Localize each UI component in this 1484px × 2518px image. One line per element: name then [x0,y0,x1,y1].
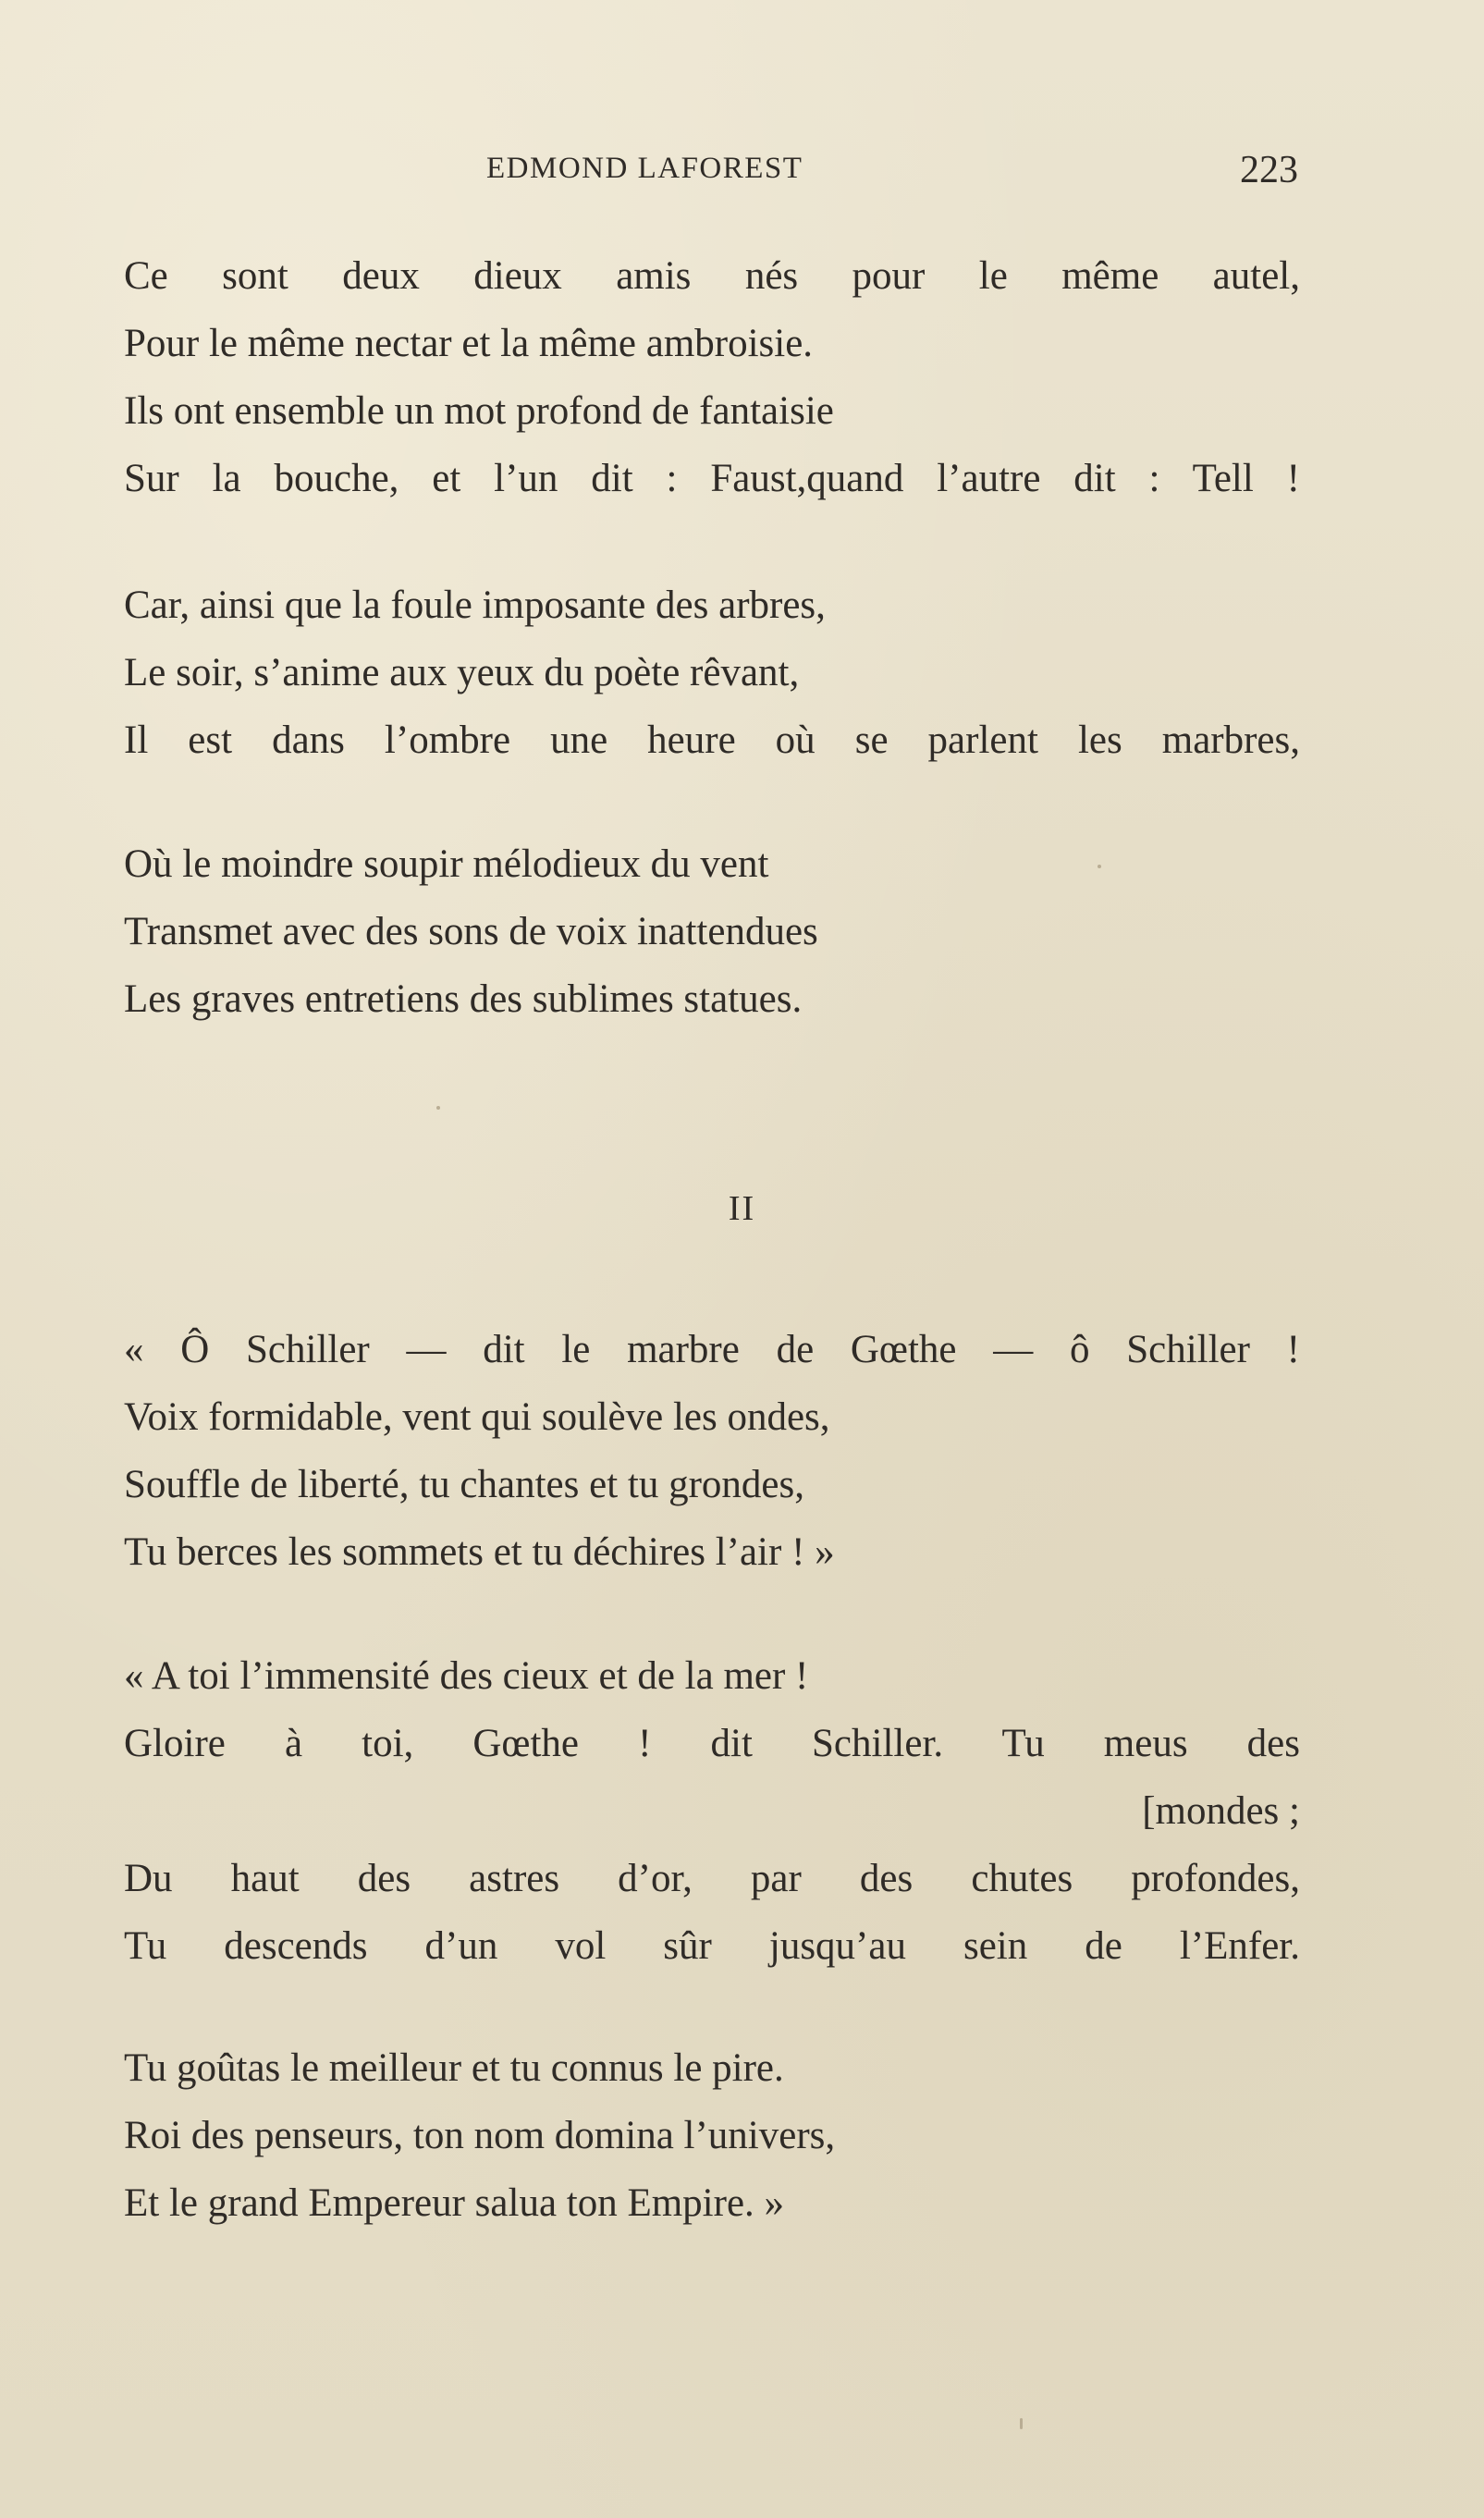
verse-line: Gloire à toi, Gœthe ! dit Schiller. Tu meus des [124,1722,1300,1765]
verse-line: Car, ainsi que la foule imposante des arbres, [124,583,826,627]
verse-line: Pour le même nectar et la même ambroisie. [124,322,814,365]
paper-speck [1098,865,1101,868]
verse-line: Sur la bouche, et l’un dit : Faust,quand l’autre dit : Tell ! [124,457,1300,500]
paper-speck [436,1106,440,1110]
verse-line: « Ô Schiller — dit le marbre de Gœthe — ô Schiller ! [124,1328,1300,1371]
verse-line: Tu goûtas le meilleur et tu connus le pire. [124,2046,784,2090]
verse-line: Du haut des astres d’or, par des chutes profondes, [124,1857,1300,1900]
verse-line: Souffle de liberté, tu chantes et tu grondes, [124,1463,804,1506]
verse-line: Le soir, s’anime aux yeux du poète rêvant, [124,651,800,694]
stanza-1 [124,242,1300,512]
section-stanza-2 [124,1642,1300,1980]
verse-line: Tu descends d’un vol sûr jusqu’au sein de l’Enfer. [124,1924,1300,1968]
verse-line: Et le grand Empereur salua ton Empire. » [124,2181,785,2225]
verse-line: Ce sont deux dieux amis nés pour le même autel, [124,254,1300,298]
stanza-2 [124,571,1300,774]
section-number: II [728,1189,756,1228]
stanza-3 [124,830,1300,1033]
verse-line: Les graves entretiens des sublimes statues. [124,977,803,1021]
page-number: 223 [1240,149,1298,191]
verse-line: Roi des penseurs, ton nom domina l’univers, [124,2114,836,2157]
verse-line-overflow: [mondes ; [1142,1789,1300,1833]
section-stanza-1 [124,1316,1300,1586]
verse-line: Ils ont ensemble un mot profond de fantaisie [124,389,834,433]
verse-line: « A toi l’immensité des cieux et de la mer ! [124,1654,809,1698]
verse-line: Transmet avec des sons de voix inattendues [124,910,818,953]
header-author-name: EDMOND LAFOREST [486,152,803,185]
verse-line: Il est dans l’ombre une heure où se parlent les marbres, [124,719,1300,762]
verse-line: Tu berces les sommets et tu déchires l’air ! » [124,1530,835,1574]
verse-line: Voix formidable, vent qui soulève les ondes, [124,1395,830,1439]
verse-line: Où le moindre soupir mélodieux du vent [124,842,769,886]
running-header [124,148,1298,203]
paper-speck [1020,2418,1023,2429]
section-stanza-3 [124,2034,1300,2237]
